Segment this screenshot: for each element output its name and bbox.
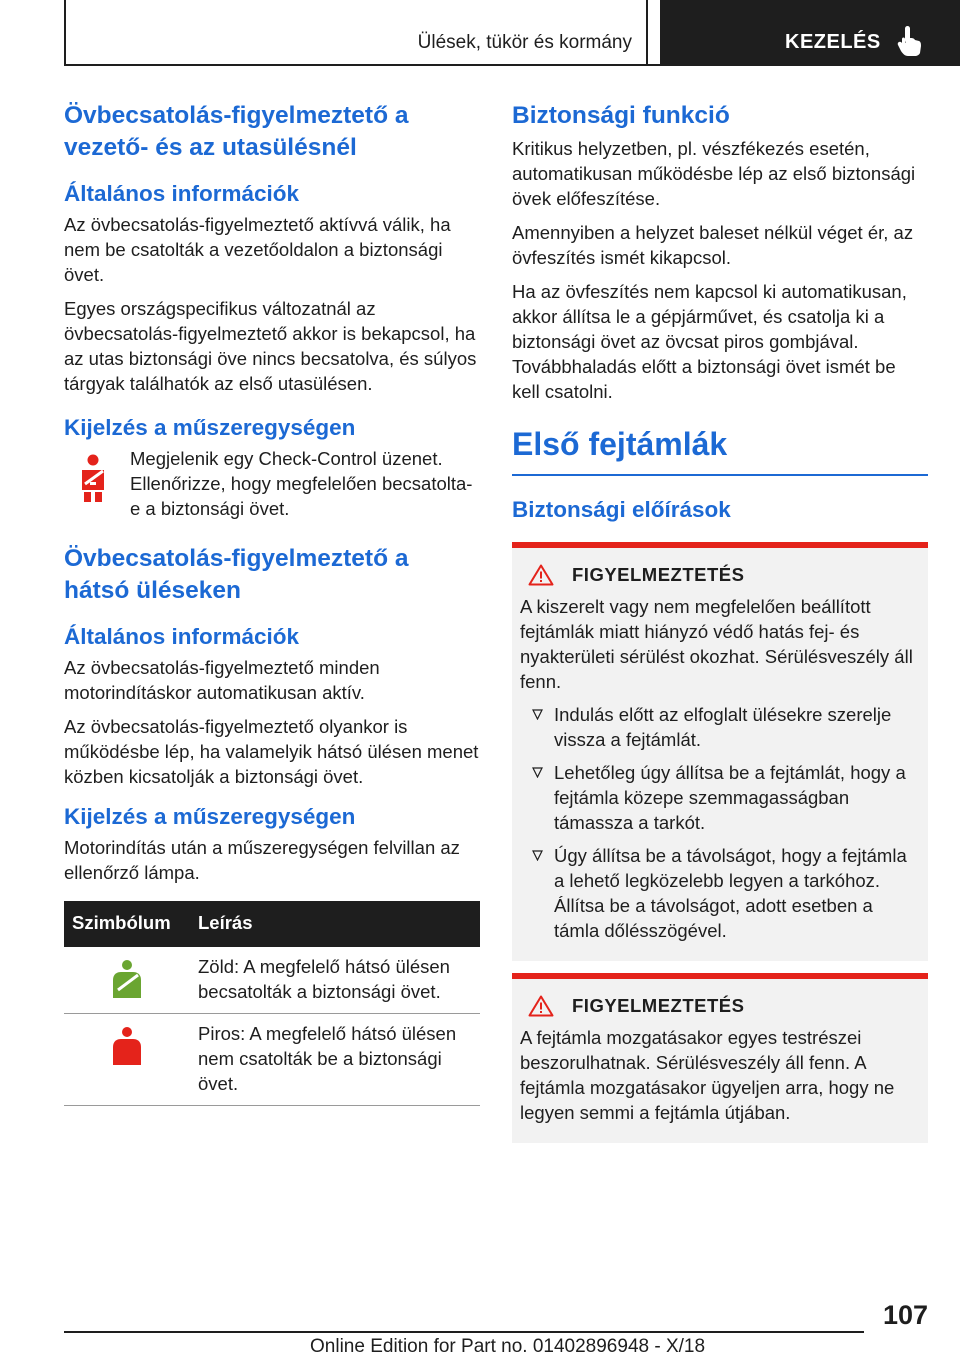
- warning-title: FIGYELMEZTETÉS: [572, 564, 745, 585]
- subheading-general-2: Általános információk: [64, 624, 300, 649]
- bullet-triangle-icon: [532, 767, 543, 778]
- list-item: [520, 843, 920, 943]
- chapter-tab: [660, 0, 960, 64]
- table-cell-description: Piros: A megfelelő hátsó ülésen nem csatolták be a biztonsági övet.: [190, 1014, 480, 1106]
- heading-rule: [512, 474, 928, 476]
- left-column: [64, 100, 480, 1106]
- header-tab: [64, 0, 648, 64]
- list-item-text: Indulás előtt az elfoglalt ülésekre szerelje vissza a fejtámlát.: [554, 704, 892, 750]
- warning-triangle-icon: [528, 995, 554, 1017]
- page-number: 107: [882, 1300, 928, 1330]
- seatbelt-warning-icon: [76, 454, 110, 502]
- table-row: [64, 1014, 480, 1106]
- table-header-symbol: Szimbólum: [64, 901, 190, 947]
- paragraph: Az övbecsatolás-figyelmeztető minden motorindításkor automatikusan aktív.: [64, 657, 380, 703]
- paragraph: Kritikus helyzetben, pl. vészfékezés esetén, automatikusan működésbe lép az első biztonsági övek előfeszítése.: [512, 138, 916, 209]
- warning-title: FIGYELMEZTETÉS: [572, 995, 745, 1016]
- warning-triangle-icon: [528, 564, 554, 586]
- section-title: Ülések, tükör és kormány: [417, 32, 632, 53]
- bullet-triangle-icon: [532, 709, 543, 720]
- list-item: [520, 702, 920, 752]
- indicator-text: Megjelenik egy Check-Control üzenet. Ellenőrizze, hogy megfelelően becsatolta-e a biztonsági övet.: [130, 448, 473, 519]
- paragraph: Amennyiben a helyzet baleset nélkül véget ér, az övfeszítés ismét kikapcsol.: [512, 222, 914, 268]
- table-row: [64, 947, 480, 1014]
- right-column: [512, 100, 928, 1143]
- heading-safety-function: Biztonsági funkció: [512, 102, 730, 129]
- warning-box: [512, 542, 928, 961]
- seatbelt-fastened-icon: [110, 960, 144, 998]
- subheading-general-1: Általános információk: [64, 181, 300, 206]
- warning-header: [520, 564, 920, 586]
- warning-text: A kiszerelt vagy nem megfelelően beállított fejtámlák miatt hiányzó védő hatás fej- és nyakterületi sérülést okozhat. Sérülésveszély áll fenn.: [520, 596, 913, 692]
- table-cell-symbol: [64, 947, 190, 1014]
- paragraph: Egyes országspecifikus változatnál az övbecsatolás-figyelmeztető akkor is bekapcsol, ha az utas biztonsági öve nincs becsatolva, és súlyos tárgyak találhatók az első utasülésen.: [64, 298, 477, 394]
- list-item-text: Úgy állítsa be a távolságot, hogy a fejtámla a lehető legközelebb legyen a tarkóhoz. Állítsa be a távolságot, adott esetben a támla dőlésszögével.: [554, 845, 907, 941]
- warning-text: A fejtámla mozgatásakor egyes testrészei beszorulhatnak. Sérülésveszély áll fenn. A fejtámla mozgatásakor ügyeljen arra, hogy ne legyen semmi a fejtámla útjában.: [520, 1027, 895, 1123]
- footer-rule: [64, 1331, 864, 1333]
- warning-box: [512, 973, 928, 1143]
- heading-belt-reminder-rear: Övbecsatolás-figyelmeztető a hátsó üléseken: [64, 545, 409, 604]
- paragraph: Ha az övfeszítés nem kapcsol ki automatikusan, akkor állítsa le a gépjárművet, és csatolja ki a biztonsági övet az övcsat piros gombjával. Továbbhaladás előtt a biztonsági övet ismét be kell csatolni.: [512, 281, 907, 402]
- subheading-safety-rules: Biztonsági előírások: [512, 497, 731, 522]
- table-cell-symbol: [64, 1014, 190, 1106]
- subheading-display-1: Kijelzés a műszeregységen: [64, 415, 356, 440]
- symbol-table: [64, 901, 480, 1106]
- table-header-description: Leírás: [190, 901, 480, 947]
- table-cell-description: Zöld: A megfelelő hátsó ülésen becsatolták a biztonsági övet.: [190, 947, 480, 1014]
- paragraph: Az övbecsatolás-figyelmeztető aktívvá válik, ha nem be csatolták a vezetőoldalon a biztonsági övet.: [64, 214, 451, 285]
- paragraph: Motorindítás után a műszeregységen felvillan az ellenőrző lámpa.: [64, 837, 460, 883]
- paragraph: Az övbecsatolás-figyelmeztető olyankor is működésbe lép, ha valamelyik hátsó ülésen menet közben kicsatolják a biztonsági övet.: [64, 716, 479, 787]
- edition-text: Online Edition for Part no. 01402896948 - X/18: [310, 1336, 706, 1357]
- warning-header: [520, 995, 920, 1017]
- seatbelt-unfastened-icon: [110, 1027, 144, 1065]
- indicator-block: [64, 446, 480, 521]
- chapter-title: KEZELÉS: [785, 31, 881, 53]
- heading-front-headrests: Első fejtámlák: [512, 426, 728, 462]
- bullet-triangle-icon: [532, 850, 543, 861]
- list-item-text: Lehetőleg úgy állítsa be a fejtámlát, hogy a fejtámla közepe szemmagasságban támassza a tarkót.: [554, 762, 906, 833]
- header-rule: [64, 64, 960, 66]
- subheading-display-2: Kijelzés a műszeregységen: [64, 804, 356, 829]
- heading-belt-reminder-front: Övbecsatolás-figyelmeztető a vezető- és az utasülésnél: [64, 102, 409, 161]
- list-item: [520, 760, 920, 835]
- hand-pointer-icon: [896, 26, 924, 56]
